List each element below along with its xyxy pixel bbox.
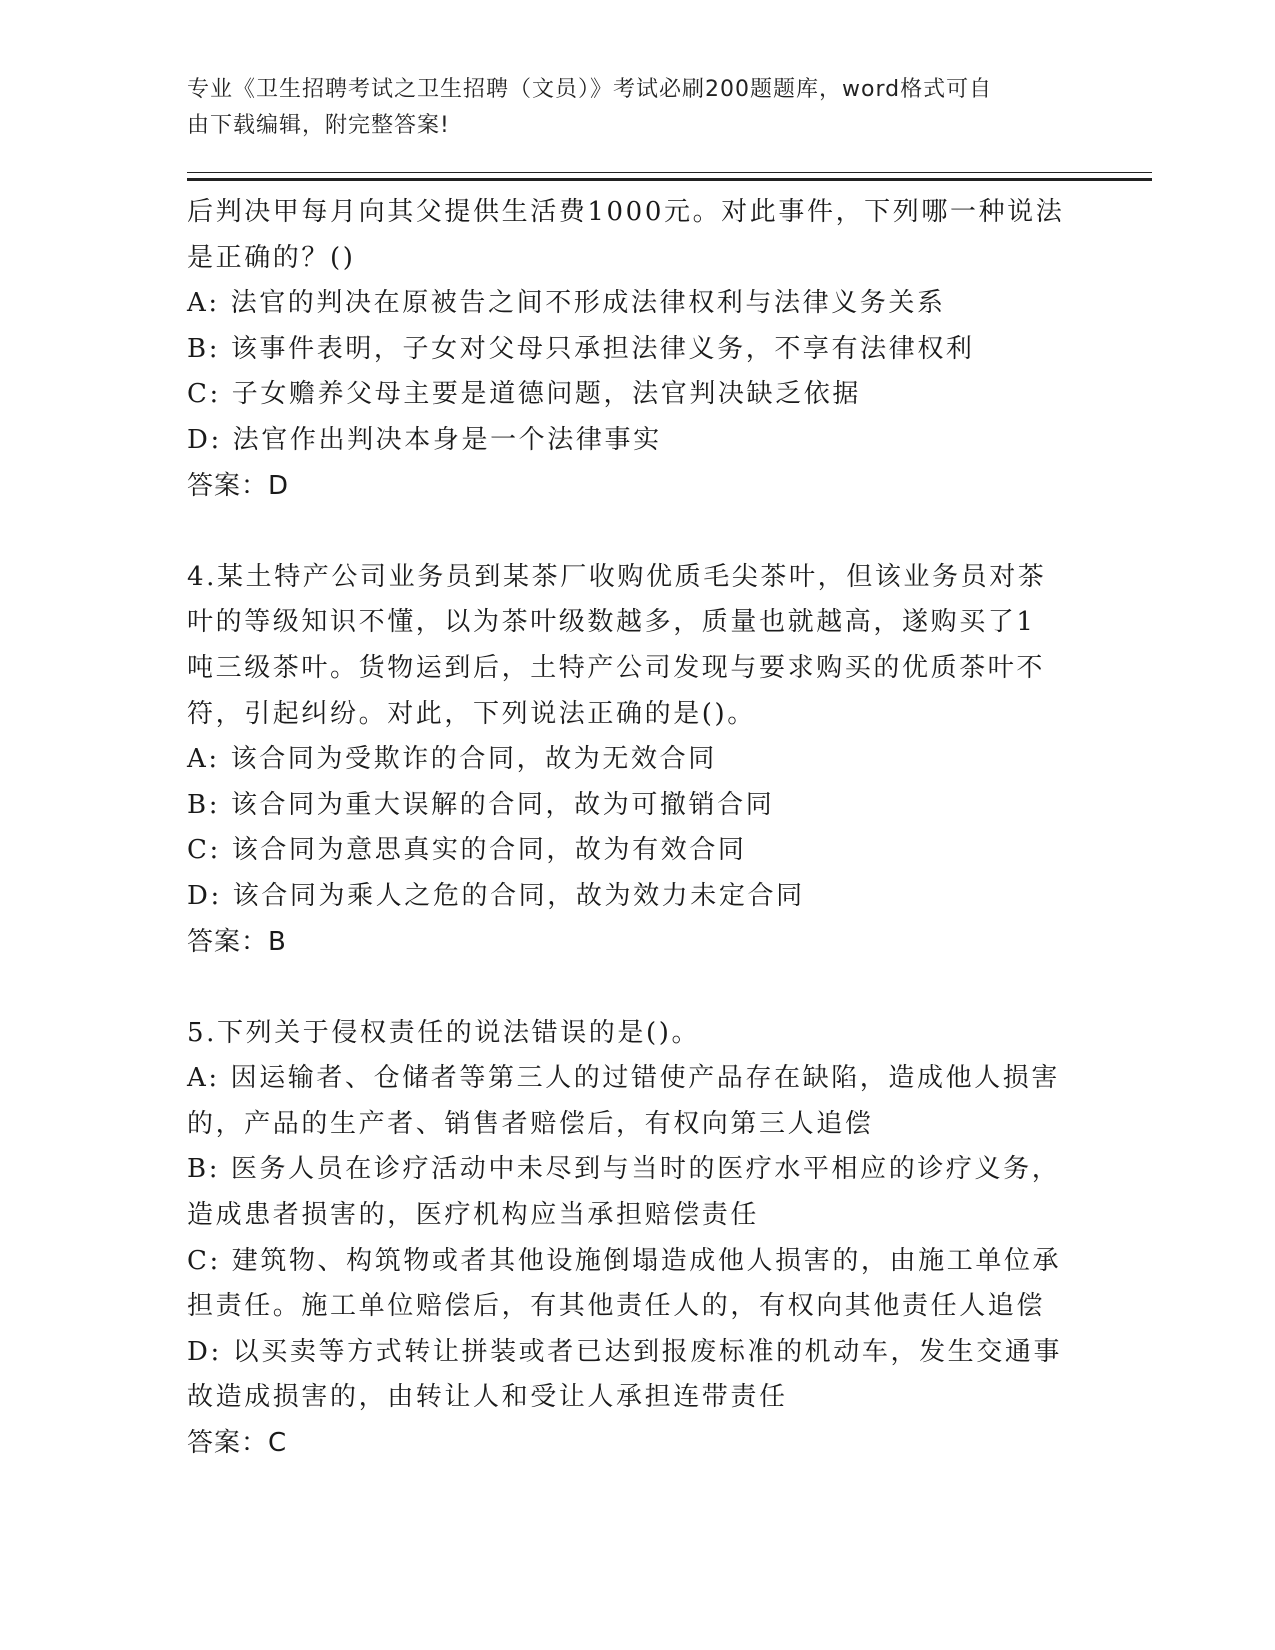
page-header xyxy=(187,72,1067,144)
option-a-cont: 的，产品的生产者、销售者赔偿后，有权向第三人追偿 xyxy=(187,1108,874,1139)
header-line-2: 由下载编辑，附完整答案! xyxy=(187,113,450,138)
option-d: D: 法官作出判决本身是一个法律事实 xyxy=(187,424,662,455)
question-4 xyxy=(187,555,1087,965)
header-divider-thick xyxy=(187,178,1152,181)
question-text: 4.某土特产公司业务员到某茶厂收购优质毛尖茶叶，但该业务员对茶 xyxy=(187,561,1047,592)
option-b: B: 医务人员在诊疗活动中未尽到与当时的医疗水平相应的诊疗义务， xyxy=(187,1154,1061,1185)
answer: 答案：D xyxy=(187,470,290,501)
option-a: A: 因运输者、仓储者等第三人的过错使产品存在缺陷，造成他人损害 xyxy=(187,1063,1061,1094)
spacer xyxy=(187,509,1087,555)
option-b-cont: 造成患者损害的，医疗机构应当承担赔偿责任 xyxy=(187,1200,760,1231)
option-d-cont: 故造成损害的，由转让人和受让人承担连带责任 xyxy=(187,1382,788,1413)
question-text: 5.下列关于侵权责任的说法错误的是()。 xyxy=(187,1017,701,1048)
answer: 答案：C xyxy=(187,1428,288,1459)
option-c: C: 该合同为意思真实的合同，故为有效合同 xyxy=(187,835,747,866)
option-b: B: 该合同为重大误解的合同，故为可撤销合同 xyxy=(187,789,775,820)
answer: 答案：B xyxy=(187,926,287,957)
option-a: A: 该合同为受欺诈的合同，故为无效合同 xyxy=(187,744,717,775)
header-divider-thin xyxy=(187,172,1152,173)
option-c-cont: 担责任。施工单位赔偿后，有其他责任人的，有权向其他责任人追偿 xyxy=(187,1291,1046,1322)
question-text: 符，引起纠纷。对此，下列说法正确的是()。 xyxy=(187,698,756,729)
option-b: B: 该事件表明，子女对父母只承担法律义务，不享有法律权利 xyxy=(187,333,975,364)
option-c: C: 子女赡养父母主要是道德问题，法官判决缺乏依据 xyxy=(187,379,861,410)
spacer xyxy=(187,965,1087,1011)
document-body xyxy=(187,190,1087,1467)
option-a: A: 法官的判决在原被告之间不形成法律权利与法律义务关系 xyxy=(187,288,946,319)
option-c: C: 建筑物、构筑物或者其他设施倒塌造成他人损害的，由施工单位承 xyxy=(187,1245,1062,1276)
question-text: 叶的等级知识不懂，以为茶叶级数越多，质量也就越高，遂购买了1 xyxy=(187,607,1036,638)
question-text: 后判决甲每月向其父提供生活费1000元。对此事件，下列哪一种说法 xyxy=(187,197,1065,227)
option-d: D: 以买卖等方式转让拼装或者已达到报废标准的机动车，发生交通事 xyxy=(187,1336,1063,1367)
question-5 xyxy=(187,1011,1087,1467)
question-text: 是正确的？() xyxy=(187,242,356,273)
question-text: 吨三级茶叶。货物运到后，土特产公司发现与要求购买的优质茶叶不 xyxy=(187,652,1046,683)
option-d: D: 该合同为乘人之危的合同，故为效力未定合同 xyxy=(187,880,805,911)
header-line-1: 专业《卫生招聘考试之卫生招聘（文员）》考试必刷200题题库，word格式可自 xyxy=(187,77,993,102)
question-3 xyxy=(187,190,1087,509)
